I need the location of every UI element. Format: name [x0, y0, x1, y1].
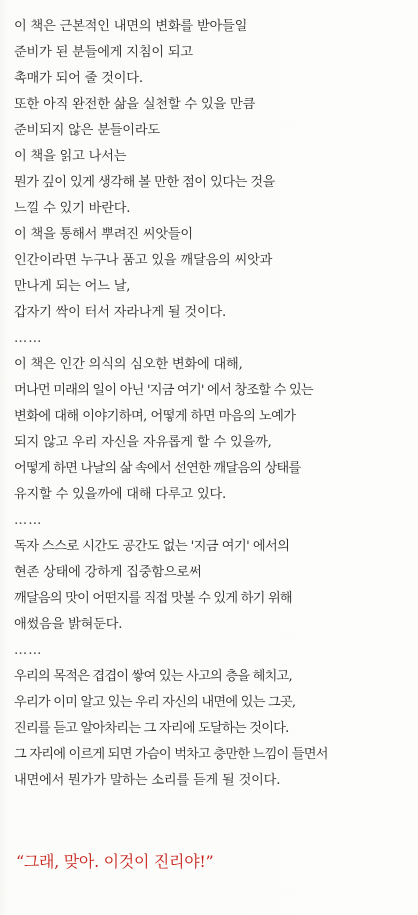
- text-line: 뭔가 깊이 있게 생각해 볼 만한 점이 있다는 것을: [14, 175, 275, 190]
- text-line: 느낄 수 있기 바란다.: [14, 201, 131, 216]
- text-line: 진리를 듣고 알아차리는 그 자리에 도달하는 것이다.: [14, 721, 289, 736]
- highlight-quote: “그래, 맞아. 이것이 진리야!”: [16, 852, 214, 871]
- text-line: 독자 스스로 시간도 공간도 없는 '지금 여기' 에서의: [14, 539, 290, 554]
- text-line: 현존 상태에 강하게 집중함으로써: [14, 565, 202, 580]
- text-line: 이 책은 인간 의식의 심오한 변화에 대해,: [14, 357, 243, 372]
- section-ellipsis: ……: [14, 513, 43, 528]
- text-line: 깨달음의 맛이 어떤지를 직접 맛볼 수 있게 하기 위해: [14, 591, 292, 606]
- text-line: 우리가 이미 알고 있는 우리 자신의 내면에 있는 그곳,: [14, 695, 296, 710]
- text-line: 머나먼 미래의 일이 아닌 '지금 여기' 에서 창조할 수 있는: [14, 383, 313, 398]
- text-line: 이 책은 근본적인 내면의 변화를 받아들일: [14, 19, 248, 34]
- text-line: 그 자리에 이르게 되면 가슴이 벅차고 충만한 느낌이 들면서: [14, 747, 328, 762]
- text-line: 또한 아직 완전한 삶을 실천할 수 있을 만큼: [14, 97, 256, 112]
- text-line: 어떻게 하면 나날의 삶 속에서 선연한 깨달음의 상태를: [14, 461, 301, 476]
- text-line: 변화에 대해 이야기하며, 어떻게 하면 마음의 노예가: [14, 409, 296, 424]
- body-text: [14, 14, 414, 794]
- text-line: 인간이라면 누구나 품고 있을 깨달음의 씨앗과: [14, 253, 273, 268]
- section-ellipsis: ……: [14, 331, 43, 346]
- text-line: 내면에서 뭔가가 말하는 소리를 듣게 될 것이다.: [14, 773, 281, 788]
- text-line: 갑자기 싹이 터서 자라나게 될 것이다.: [14, 305, 227, 320]
- section-ellipsis: ……: [14, 643, 43, 658]
- text-line: 준비되지 않은 분들이라도: [14, 123, 160, 138]
- text-line: 애썼음을 밝혀둔다.: [14, 617, 123, 632]
- text-line: 이 책을 읽고 나서는: [14, 149, 127, 164]
- text-line: 촉매가 되어 줄 것이다.: [14, 71, 143, 86]
- text-line: 유지할 수 있을까에 대해 다루고 있다.: [14, 487, 227, 502]
- text-line: 되지 않고 우리 자신을 자유롭게 할 수 있을까,: [14, 435, 272, 450]
- text-line: 우리의 목적은 겹겹이 쌓여 있는 사고의 층을 헤치고,: [14, 669, 292, 684]
- text-line: 준비가 된 분들에게 지침이 되고: [14, 45, 193, 60]
- text-line: 만나게 되는 어느 날,: [14, 279, 131, 294]
- text-line: 이 책을 통해서 뿌려진 씨앗들이: [14, 227, 193, 242]
